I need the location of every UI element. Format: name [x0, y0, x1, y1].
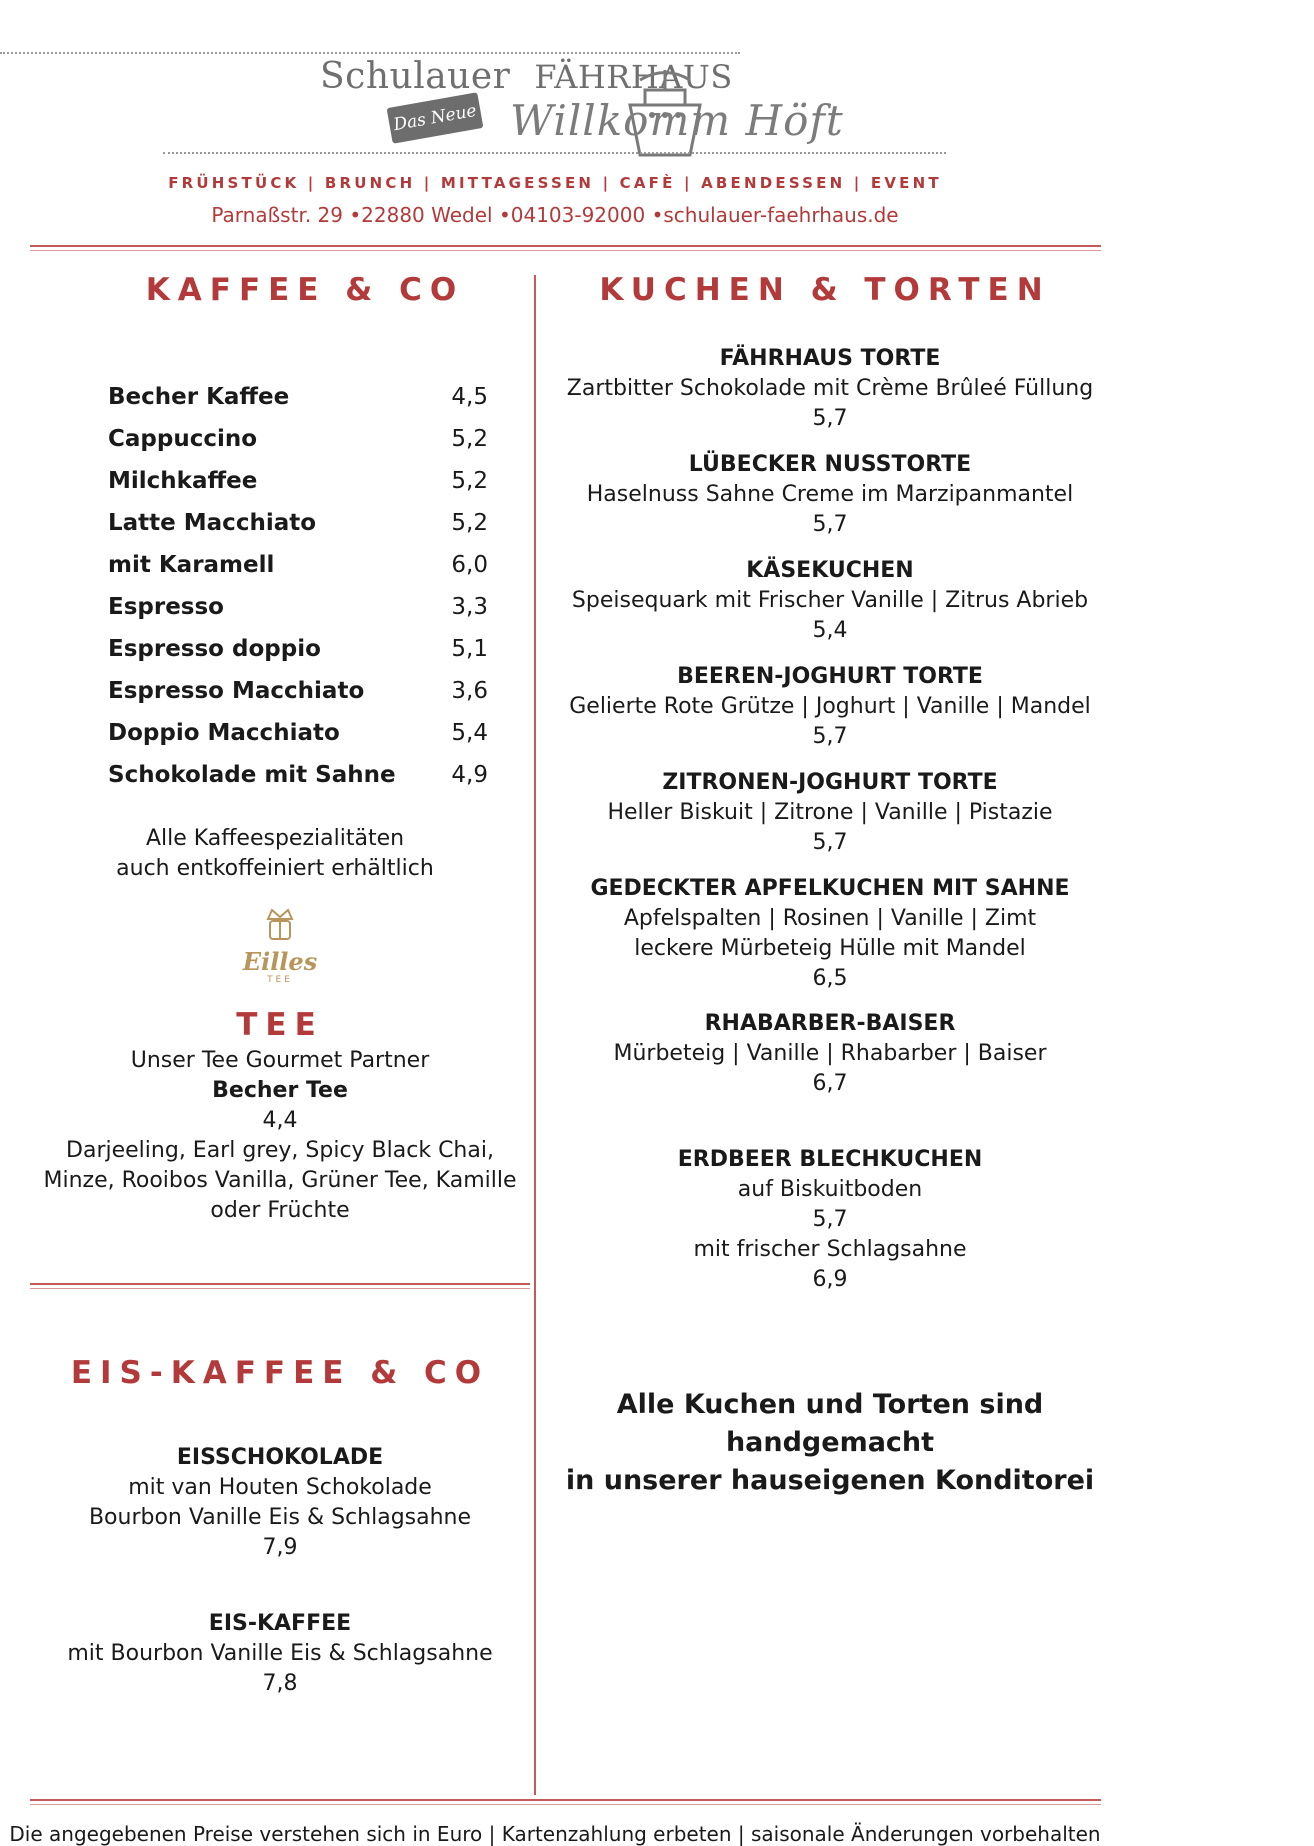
cake-price: 5,4: [812, 618, 848, 643]
kuchen-note-line1: Alle Kuchen und Torten sind handgemacht: [616, 1389, 1044, 1458]
menu-item: [108, 586, 488, 628]
kuchen-note: [555, 1386, 1105, 1500]
item-name: Espresso Macchiato: [108, 678, 365, 704]
tee-item-price: 4,4: [262, 1108, 298, 1133]
item-name: Espresso: [108, 594, 224, 620]
menu-item: [108, 376, 488, 418]
header-rule: [30, 245, 1101, 247]
tee-varieties-line1: Darjeeling, Earl grey, Spicy Black Chai,: [66, 1138, 494, 1163]
header-rule-thin: [30, 250, 1101, 251]
eis-item-desc1: mit van Houten Schokolade: [128, 1475, 432, 1500]
cake-desc: Speisequark mit Frischer Vanille | Zitrus Abrieb: [571, 588, 1089, 613]
menu-item: [108, 754, 488, 796]
tee-varieties-line3: oder Früchte: [210, 1198, 350, 1223]
eis-item-name: EISSCHOKOLADE: [176, 1445, 384, 1470]
item-name: Milchkaffee: [108, 468, 258, 494]
cake-name: ERDBEER BLECHKUCHEN: [677, 1147, 983, 1172]
cake-price: 6,7: [812, 1071, 848, 1096]
menu-item: [108, 418, 488, 460]
cake-item: [560, 1009, 1100, 1099]
item-name: Espresso doppio: [108, 636, 321, 662]
cake-item: [560, 556, 1100, 646]
cake-desc: Haselnuss Sahne Creme im Marzipanmantel: [586, 482, 1074, 507]
menu-item: [108, 460, 488, 502]
item-price: 5,4: [451, 720, 488, 746]
services-line: FRÜHSTÜCK | BRUNCH | MITTAGESSEN | CAFÈ | ABENDESSEN | EVENT: [168, 174, 942, 192]
menu-item: [108, 628, 488, 670]
kaffee-note-line1: Alle Kaffeespezialitäten: [145, 826, 405, 851]
item-price: 3,6: [451, 678, 488, 704]
eis-item-price: 7,8: [262, 1671, 298, 1696]
item-price: 5,1: [451, 636, 488, 662]
tee-item-name: Becher Tee: [212, 1078, 348, 1103]
cake-desc: Mürbeteig | Vanille | Rhabarber | Baiser: [613, 1041, 1047, 1066]
cake-name: RHABARBER-BAISER: [704, 1011, 956, 1036]
footer-rule: [30, 1799, 1101, 1801]
item-name: Becher Kaffee: [108, 384, 290, 410]
item-name: Schokolade mit Sahne: [108, 762, 396, 788]
cake-item: [560, 768, 1100, 858]
logo-text-left: Schulauer: [320, 56, 511, 97]
kuchen-title: KUCHEN & TORTEN: [599, 272, 1051, 308]
cake-item: [560, 450, 1100, 540]
eis-item-price: 7,9: [262, 1535, 298, 1560]
logo-badge: Das Neue: [387, 92, 484, 143]
column-divider: [534, 275, 536, 1795]
footer-note: Die angegebenen Preise verstehen sich in Euro | Kartenzahlung erbeten | saisonale Änderungen vorbehalten: [9, 1822, 1101, 1846]
cake-name: ZITRONEN-JOGHURT TORTE: [662, 770, 998, 795]
cake-price: 5,7: [812, 1207, 848, 1232]
left-section-rule-thin: [30, 1288, 530, 1289]
cake-item: [560, 344, 1100, 434]
eis-item: [30, 1443, 530, 1563]
eis-item: [30, 1609, 530, 1699]
address-line: Parnaßstr. 29 •22880 Wedel •04103-92000 •schulauer-faehrhaus.de: [211, 203, 899, 227]
cake-price: 5,7: [812, 830, 848, 855]
cake-name: BEEREN-JOGHURT TORTE: [677, 664, 983, 689]
tee-partner: Unser Tee Gourmet Partner: [130, 1048, 430, 1073]
footer-rule-thin: [30, 1804, 1101, 1805]
menu-item: [108, 544, 488, 586]
cake-extra: mit frischer Schlagsahne: [693, 1237, 967, 1262]
tee-varieties-line2: Minze, Rooibos Vanilla, Grüner Tee, Kamille: [43, 1168, 517, 1193]
cake-item: [560, 874, 1100, 994]
cake-name: FÄHRHAUS TORTE: [719, 346, 941, 371]
item-name: mit Karamell: [108, 552, 275, 578]
menu-item: [108, 712, 488, 754]
cake-desc: Heller Biskuit | Zitrone | Vanille | Pistazie: [607, 800, 1053, 825]
left-section-rule: [30, 1283, 530, 1285]
eilles-logo-sub: TEE: [267, 975, 293, 985]
cake-extra-price: 6,9: [812, 1267, 848, 1292]
kuchen-note-line2: in unserer hauseigenen Konditorei: [565, 1465, 1095, 1496]
header-bottom-dotted-line: [163, 152, 946, 154]
cake-desc: Apfelspalten | Rosinen | Vanille | Zimt: [623, 906, 1037, 931]
item-price: 5,2: [451, 426, 488, 452]
cake-item: [560, 1145, 1100, 1295]
menu-item: [108, 502, 488, 544]
cake-desc: Zartbitter Schokolade mit Crème Brûleé Füllung: [566, 376, 1094, 401]
cake-price: 5,7: [812, 724, 848, 749]
item-name: Cappuccino: [108, 426, 258, 452]
item-price: 4,9: [451, 762, 488, 788]
item-price: 4,5: [451, 384, 488, 410]
crest-icon: [263, 905, 297, 945]
menu-item: [108, 670, 488, 712]
cake-name: GEDECKTER APFELKUCHEN MIT SAHNE: [590, 876, 1070, 901]
cake-desc: auf Biskuitboden: [737, 1177, 923, 1202]
logo-script-text: Willkomm Höft: [510, 96, 844, 145]
eis-item-name: EIS-KAFFEE: [208, 1611, 352, 1636]
kaffee-note: [40, 824, 510, 884]
cake-price: 6,5: [812, 966, 848, 991]
item-price: 3,3: [451, 594, 488, 620]
eilles-logo: [230, 905, 330, 985]
cake-desc-2: leckere Mürbeteig Hülle mit Mandel: [634, 936, 1026, 961]
cake-name: LÜBECKER NUSSTORTE: [688, 452, 972, 477]
eis-title: EIS-KAFFEE & CO: [70, 1355, 490, 1391]
eis-item-desc1: mit Bourbon Vanille Eis & Schlagsahne: [67, 1641, 493, 1666]
tee-title: TEE: [236, 1007, 324, 1043]
item-price: 5,2: [451, 510, 488, 536]
cake-desc: Gelierte Rote Grütze | Joghurt | Vanille | Mandel: [569, 694, 1091, 719]
item-price: 5,2: [451, 468, 488, 494]
cake-price: 5,7: [812, 512, 848, 537]
cake-price: 5,7: [812, 406, 848, 431]
item-price: 6,0: [451, 552, 488, 578]
kaffee-note-line2: auch entkoffeiniert erhältlich: [116, 856, 434, 881]
tee-block: [30, 1046, 530, 1226]
item-name: Doppio Macchiato: [108, 720, 340, 746]
item-name: Latte Macchiato: [108, 510, 317, 536]
eis-item-desc2: Bourbon Vanille Eis & Schlagsahne: [88, 1505, 472, 1530]
header-top-dotted-line: [0, 52, 740, 54]
logo-text-right: FÄHRHAUS: [534, 58, 733, 96]
cake-name: KÄSEKUCHEN: [746, 558, 914, 583]
eilles-logo-text: Eilles: [242, 947, 318, 976]
cake-item: [560, 662, 1100, 752]
kaffee-title: KAFFEE & CO: [145, 272, 465, 308]
